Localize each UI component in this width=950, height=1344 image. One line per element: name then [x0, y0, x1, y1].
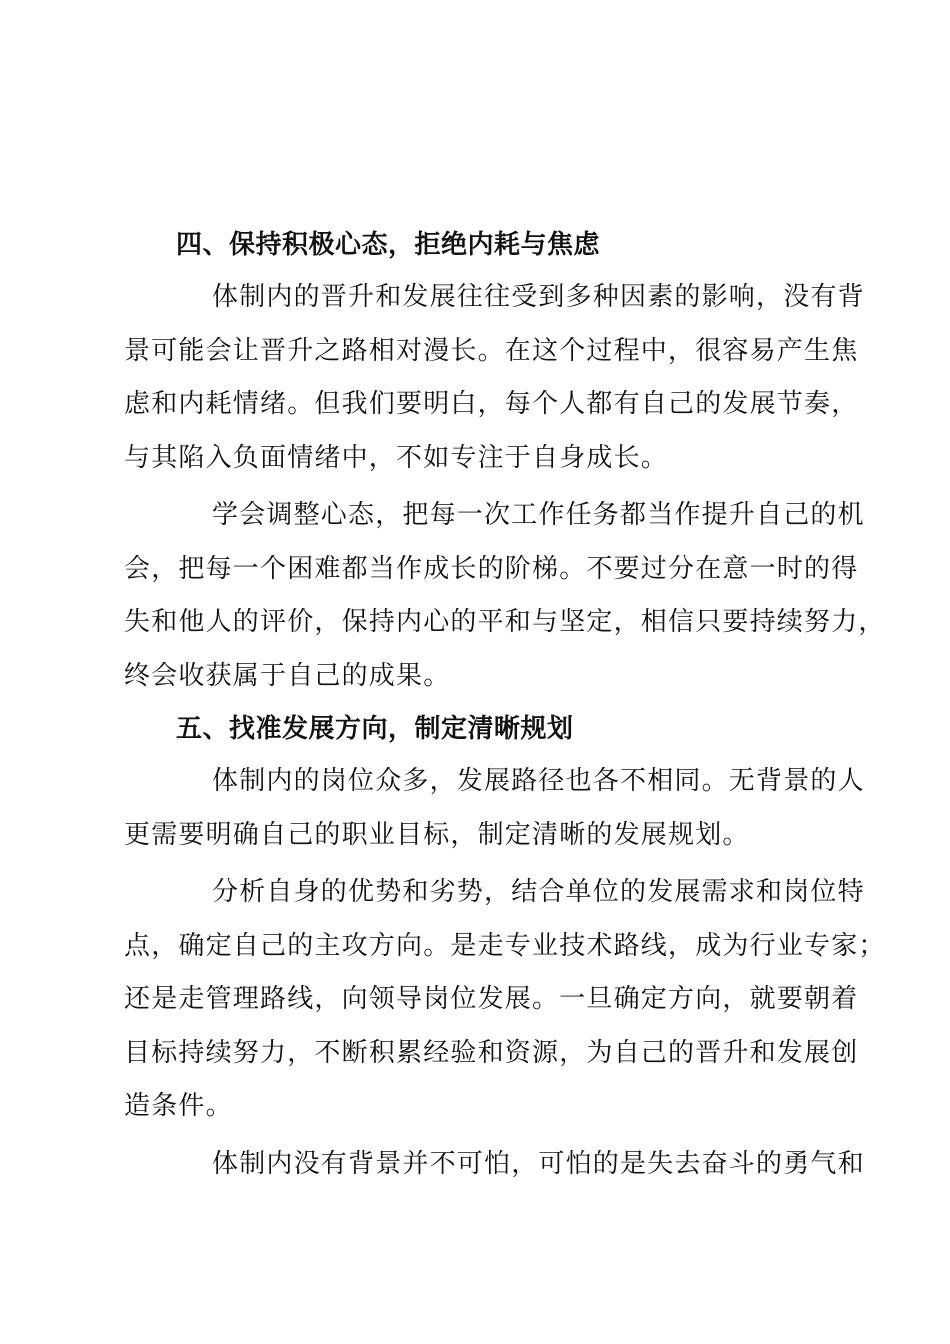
text-line: 体制内没有背景并不可怕，可怕的是失去奋斗的勇气和: [212, 1148, 865, 1179]
text-line: 分析自身的优势和劣势，结合单位的发展需求和岗位特: [212, 877, 865, 907]
text-line: 会，把每一个困难都当作成长的阶梯。不要过分在意一时的得: [124, 553, 859, 584]
paragraph: [124, 1138, 865, 1192]
text-line: 与其陷入负面情绪中，不如专注于自身成长。: [124, 442, 669, 473]
text-line: 更需要明确自己的职业目标，制定清晰的发展规划。: [124, 819, 750, 850]
section-heading-5: 五、找准发展方向，制定清晰规划: [176, 714, 574, 744]
text-line: 失和他人的评价，保持内心的平和与坚定，相信只要持续努力，: [124, 607, 886, 637]
paragraph: [124, 866, 886, 1134]
text-line: 学会调整心态，把每一次工作任务都当作提升自己的机: [212, 500, 865, 530]
text-line: 终会收获属于自己的成果。: [124, 660, 451, 691]
text-line: 目标持续努力，不断积累经验和资源，为自己的晋升和发展创: [124, 1037, 859, 1068]
text-line: 景可能会让晋升之路相对漫长。在这个过程中，很容易产生焦: [124, 335, 859, 366]
text-line: 造条件。: [124, 1091, 233, 1121]
text-line: 体制内的岗位众多，发展路径也各不相同。无背景的人: [212, 766, 865, 796]
text-line: 虑和内耗情绪。但我们要明白，每个人都有自己的发展节奏，: [124, 389, 859, 419]
text-line: 点，确定自己的主攻方向。是走专业技术路线，成为行业专家；: [124, 930, 886, 961]
paragraph: [124, 489, 886, 703]
text-line: 体制内的晋升和发展往往受到多种因素的影响，没有背: [212, 282, 865, 312]
section-heading-4: 四、保持积极心态，拒绝内耗与焦虑: [176, 230, 601, 260]
paragraph: [124, 271, 865, 485]
paragraph: [124, 755, 865, 862]
document-body: [124, 223, 886, 1195]
text-line: 还是走管理路线，向领导岗位发展。一旦确定方向，就要朝着: [124, 984, 859, 1014]
